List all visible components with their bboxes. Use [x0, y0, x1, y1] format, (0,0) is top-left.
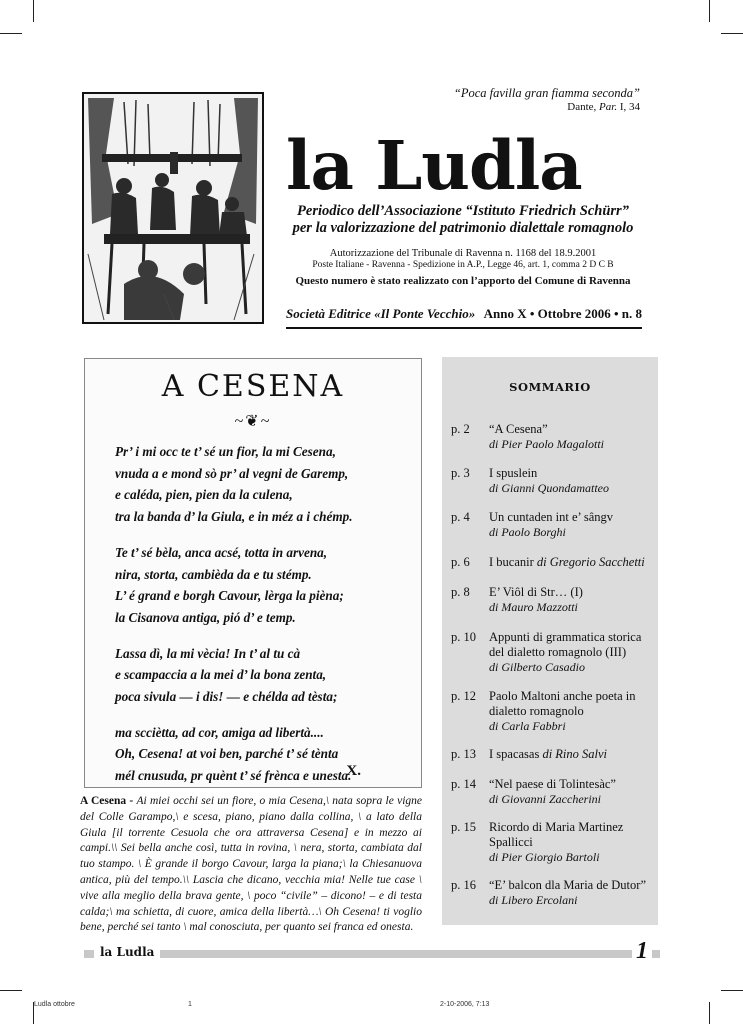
sommario-page: p. 2 — [451, 422, 470, 436]
sommario-page: p. 12 — [451, 689, 476, 703]
sommario-item-title: I spuslein — [489, 466, 538, 480]
poem-line: Pr’ i mi occ te t’ sé un fior, la mi Cesena, — [115, 444, 336, 459]
poem-line: Te t’ sé bèla, anca acsé, totta in arvena, — [115, 544, 328, 560]
poem-image — [84, 358, 422, 788]
sommario-item-author: di Gianni Quondamatteo — [489, 481, 609, 495]
caption-text: Ai miei occhi sei un fiore, o mia Cesena,\ nata sopra le vigne del Colle Garampo,\ e scesa, piano, piano dalla collina, \ a lato della Giula [il torrente Cesuola che ora attraversa Cesena] e in mezzo ai campi.\\ Sei bella anche così, tutta in rovina, \ nera, storta, cambiata dal tuo stampo. \ È grande il borgo Cavour, larga la piana;\ la Chiesanuova antica, più del tempo.\\ Lascia che dicano, vecchia mia! Nelle tue case \ vive alla meglio della brava gente, \ poco “civile” – dicono! – e di testa calda;\ ma schietta, di cuore, amica della libertà…\ Oh Cesena! ti voglio bene, perché sei tanto \ mal conosciuta, per quanto sei franca ed onesta. — [80, 795, 422, 934]
print-sheet-number: 1 — [188, 1001, 192, 1008]
sommario-item-author: di Paolo Borghi — [489, 525, 566, 539]
sommario-item-author: di Carla Fabbri — [489, 719, 566, 733]
poem-ornament: ~❦~ — [234, 413, 272, 430]
poem-line: e caléda, pien, pien da la culena, — [115, 487, 293, 503]
authorization-line-1: Autorizzazione del Tribunale di Ravenna n. 1168 del 18.9.2001 — [329, 248, 597, 259]
sommario-item-title: Appunti di grammatica storica del dialetto romagnolo (III) — [489, 630, 642, 659]
sommario-page: p. 14 — [451, 777, 476, 791]
sommario-item-line — [489, 747, 656, 762]
epigraph-quote: “Poca favilla gran fiamma seconda” — [453, 86, 640, 100]
sommario-item-title: E’ Viôl di Str… (I) — [489, 585, 583, 599]
sommario-page: p. 10 — [451, 630, 476, 644]
print-datetime: 2-10-2006, 7:13 — [440, 1001, 490, 1008]
poem-line: vnuda a e mond sò pr’ al vegni de Garemp, — [115, 465, 349, 481]
crop-mark — [721, 33, 743, 34]
poem-stanza — [115, 441, 415, 528]
crop-mark — [709, 0, 710, 22]
footer-title: la Ludla — [94, 945, 160, 959]
poem-line: la Cisanova antiga, pió d’ e temp. — [115, 609, 296, 625]
sommario-item-line — [489, 555, 656, 570]
print-file-name: Ludla ottobre — [34, 1001, 75, 1008]
sommario-item[interactable] — [451, 630, 656, 675]
epigraph — [454, 86, 640, 114]
poem-line: mél cnusuda, pr quènt t’ sé frènca e unesta. — [115, 768, 352, 784]
poem-stanza — [115, 643, 415, 708]
epigraph-source-ref: I, 34 — [617, 101, 640, 113]
sommario-item-author: di Mauro Mazzotti — [489, 600, 578, 614]
sommario-item-author: di Gregorio Sacchetti — [536, 555, 645, 569]
poem-line: e scampaccia a la mei d’ la bona zenta, — [115, 667, 327, 683]
crop-mark — [721, 990, 743, 991]
crop-mark — [709, 1002, 710, 1024]
poem-signature: X. — [346, 763, 361, 779]
poem-line: ma scciètta, ad cor, amiga ad libertà.... — [115, 724, 324, 740]
sommario-item[interactable] — [451, 422, 656, 452]
sommario-item-title: “A Cesena” — [489, 422, 548, 436]
sommario-item[interactable] — [451, 820, 656, 865]
sommario-item[interactable] — [451, 878, 656, 908]
publisher: Società Editrice «Il Ponte Vecchio» — [286, 306, 476, 321]
sommario-page: p. 15 — [451, 820, 476, 834]
epigraph-source-author: Dante, — [567, 101, 600, 113]
masthead-rule — [286, 327, 642, 329]
sommario-page: p. 6 — [451, 555, 470, 569]
sommario-page: p. 3 — [451, 466, 470, 480]
sommario-item[interactable] — [451, 747, 656, 762]
sommario-item-author: di Giovanni Zaccherini — [489, 792, 601, 806]
sommario-item[interactable] — [451, 689, 656, 734]
sommario-page: p. 13 — [451, 747, 476, 761]
page-number: 1 — [632, 938, 652, 965]
sommario-page: p. 4 — [451, 510, 470, 524]
poem-line: tra la banda d’ la Giula, e in méz a i chémp. — [115, 509, 353, 525]
sommario-item[interactable] — [451, 585, 656, 615]
sommario-item-title: I spacasas — [489, 747, 540, 761]
crop-mark — [0, 33, 22, 34]
cover-illustration — [82, 92, 264, 324]
masthead-subtitle — [286, 203, 640, 237]
sommario-title: SOMMARIO — [509, 380, 591, 394]
sommario-item-title: I bucanir — [489, 555, 534, 569]
sommario-item-author: di Rino Salvi — [542, 747, 608, 761]
poem-line: Lassa dì, la mi vècia! In t’ al tu cà — [115, 645, 301, 661]
sommario-item[interactable] — [451, 555, 656, 570]
poem-text — [115, 441, 415, 801]
subtitle-line-1: Periodico dell’Associazione “Istituto Friedrich Schürr” — [297, 203, 629, 219]
epigraph-source — [454, 100, 640, 114]
poem-line: Oh, Cesena! at voi ben, parché t’ sé tènta — [115, 746, 339, 762]
sommario-item-author: di Pier Giorgio Bartoli — [489, 850, 600, 864]
publisher-row — [286, 306, 642, 324]
sponsor-note: Questo numero è stato realizzato con l’apporto del Comune di Ravenna — [295, 275, 631, 287]
sommario-item[interactable] — [451, 777, 656, 807]
poem-stanza — [115, 722, 415, 787]
caption-lead: A Cesena - — [80, 795, 137, 807]
sommario-item-title: Paolo Maltoni anche poeta in dialetto romagnolo — [489, 689, 636, 718]
poem-stanza — [115, 542, 415, 629]
sommario-page: p. 8 — [451, 585, 470, 599]
poem-title: A CESENA — [161, 369, 345, 404]
sommario-item[interactable] — [451, 510, 656, 540]
epigraph-source-work: Par. — [599, 101, 618, 113]
sommario-item[interactable] — [451, 466, 656, 496]
sommario-item-author: di Pier Paolo Magalotti — [489, 437, 604, 451]
sommario-item-author: di Gilberto Casadio — [489, 660, 586, 674]
crop-mark — [33, 0, 34, 22]
masthead-title: la Ludla — [286, 126, 582, 205]
authorization-line-2: Poste Italiane - Ravenna - Spedizione in A.P., Legge 46, art. 1, comma 2 D C B — [312, 259, 614, 270]
sommario-item-title: Ricordo di Maria Martinez Spallicci — [489, 820, 624, 849]
poem-line: poca sivula — i dis! — e chélda ad tèsta; — [115, 689, 338, 705]
sommario-item-title: Un cuntaden int e’ sângv — [489, 510, 614, 524]
poem-line: L’ é grand e borgh Cavour, lèrga la pièna; — [115, 588, 344, 604]
issue-info: Anno X • Ottobre 2006 • n. 8 — [483, 306, 642, 321]
footer-rule — [84, 950, 660, 958]
sommario-item-title: “Nel paese di Tolintesàc” — [489, 777, 616, 791]
subtitle-line-2: per la valorizzazione del patrimonio dialettale romagnolo — [292, 220, 634, 236]
authorization — [286, 248, 640, 271]
poem-caption — [80, 794, 422, 936]
sommario-item-title: “E’ balcon dla Maria de Dutor” — [489, 878, 646, 892]
crop-mark — [0, 990, 22, 991]
sommario-page: p. 16 — [451, 878, 476, 892]
poem-line: nira, storta, cambièda da e tu stémp. — [115, 566, 312, 582]
sommario-item-author: di Libero Ercolani — [489, 893, 578, 907]
